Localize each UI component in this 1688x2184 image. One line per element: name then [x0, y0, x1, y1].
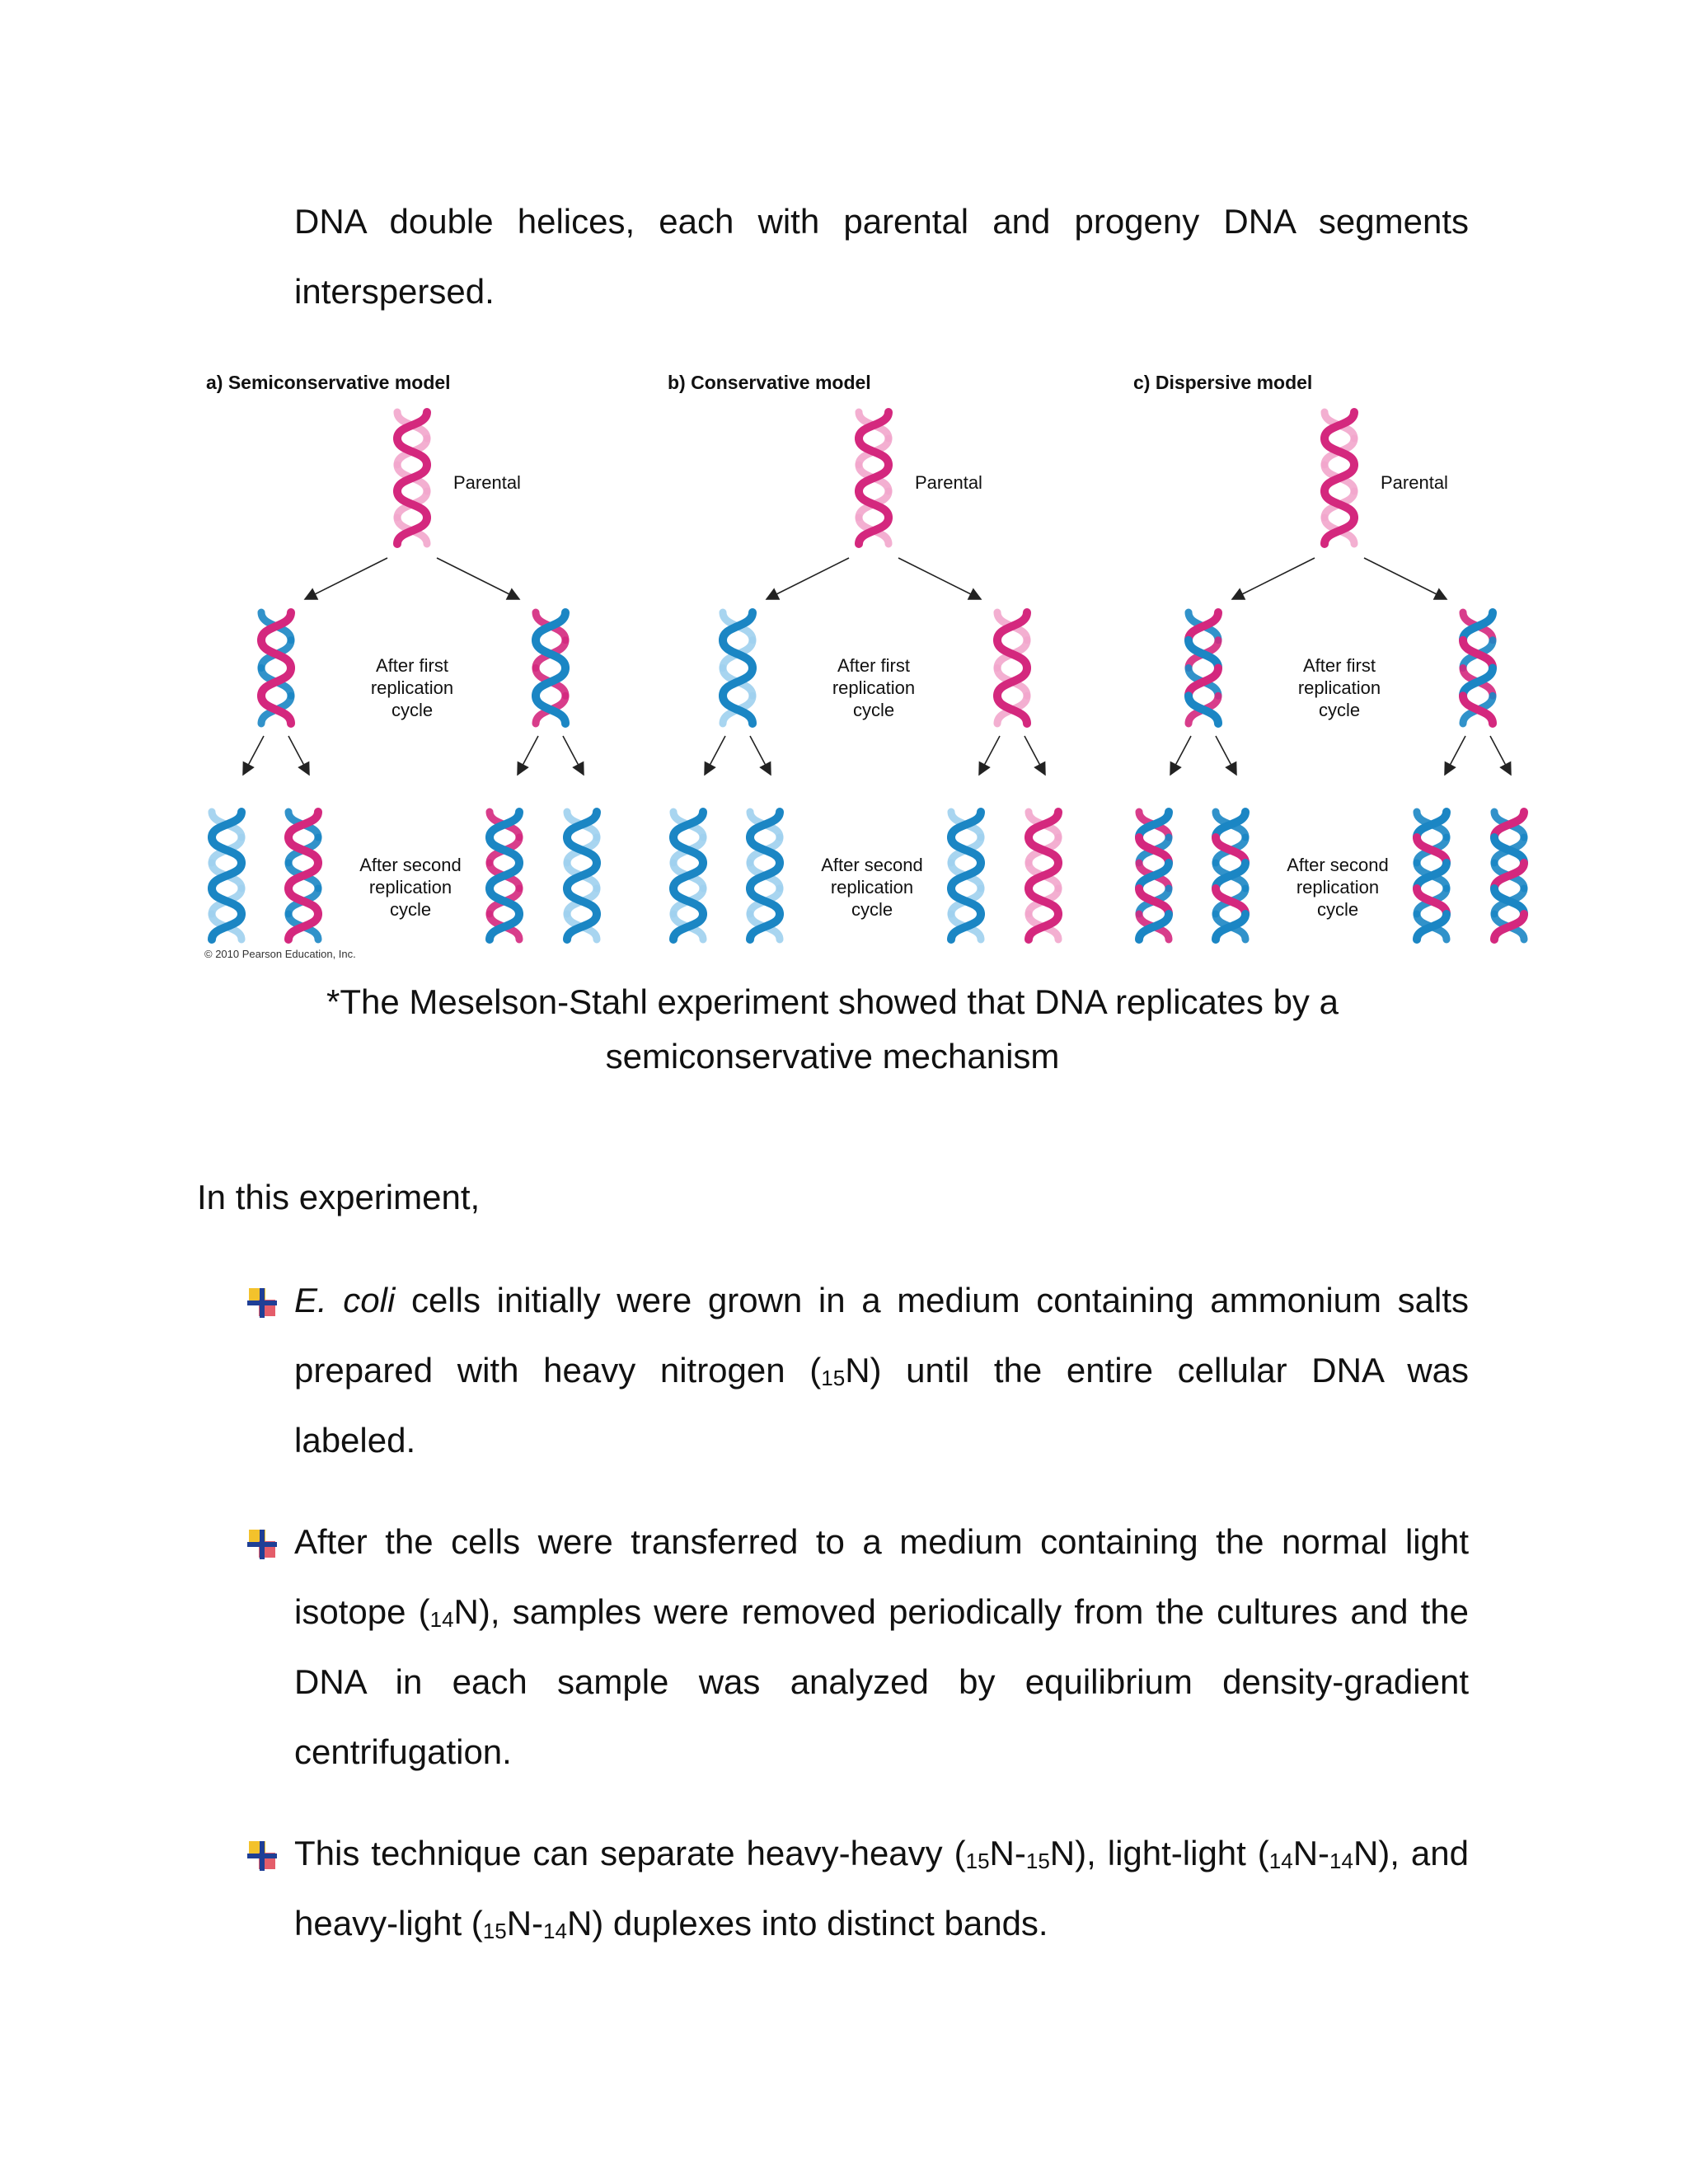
bullet-2-line-1: After the cells were transferred to a medium containing the normal light [294, 1522, 1469, 1561]
arrow [1170, 736, 1191, 775]
second-cycle-label: After second [359, 855, 462, 875]
arrow [1025, 736, 1045, 775]
arrow [1216, 736, 1236, 775]
model-panel-1 [206, 372, 597, 940]
first-gen-helix [1463, 612, 1493, 724]
second-cycle-label: After second [1287, 855, 1389, 875]
second-gen-helix [1139, 812, 1169, 940]
first-cycle-label: cycle [1318, 700, 1361, 720]
first-cycle-label: After first [1302, 655, 1376, 676]
first-gen-helix [997, 612, 1027, 724]
first-cycle-label: After first [375, 655, 449, 676]
panel-title: a) Semiconservative model [206, 372, 451, 393]
first-cycle-label: cycle [852, 700, 895, 720]
b3-n-dash: N- [506, 1904, 544, 1943]
bullet-plus-icon [246, 1840, 279, 1872]
bullet-plus-icon [246, 1286, 279, 1319]
isotope-subscript: 14 [429, 1607, 454, 1632]
second-gen-helix [490, 812, 519, 940]
replication-models-figure [198, 363, 1550, 972]
arrow [705, 736, 725, 775]
second-gen-helix [1494, 812, 1524, 940]
first-cycle-label: cycle [391, 700, 434, 720]
first-gen-helix [261, 612, 291, 724]
isotope-subscript: 15 [821, 1366, 846, 1390]
first-gen-helix [1189, 612, 1218, 724]
arrow [518, 736, 538, 775]
figure-caption [165, 975, 1500, 1084]
parental-helix [859, 412, 889, 544]
b3-text-d: heavy-light ( [294, 1904, 483, 1943]
first-gen-helix [723, 612, 753, 724]
arrow [288, 736, 309, 775]
first-cycle-label: After first [837, 655, 911, 676]
bullet-1-line-1 [294, 1265, 1469, 1335]
b3-n-dash: N- [989, 1834, 1026, 1872]
bullet-1-line-2 [294, 1335, 1469, 1405]
bullet-3-line-2 [294, 1888, 1469, 1958]
second-cycle-label: After second [821, 855, 923, 875]
arrow [1445, 736, 1465, 775]
panel-title: c) Dispersive model [1133, 372, 1313, 393]
intro-line-1: DNA double helices, each with parental and progeny DNA segments [294, 202, 1469, 241]
second-gen-helix [750, 812, 780, 940]
arrow [563, 736, 584, 775]
bullet-2-line-3: DNA in each sample was analyzed by equilibrium density-gradient [294, 1662, 1469, 1701]
intro-line-2: interspersed. [294, 272, 495, 311]
arrow [1490, 736, 1511, 775]
bullet-3-line-1 [294, 1818, 1469, 1888]
bullet-2-line-4: centrifugation. [294, 1732, 512, 1771]
model-panel-3 [1133, 372, 1524, 940]
second-cycle-label: replication [1296, 877, 1380, 898]
figure-panels [206, 372, 1524, 940]
arrow [898, 558, 981, 599]
second-gen-helix [1417, 812, 1447, 940]
b3-n-dash: N- [1292, 1834, 1330, 1872]
second-cycle-label: cycle [389, 899, 432, 920]
arrow [1364, 558, 1447, 599]
second-cycle-label: cycle [1316, 899, 1359, 920]
lead-sentence: In this experiment, [197, 1178, 481, 1216]
bullet-2-line-2-a: isotope ( [294, 1592, 430, 1631]
parental-label: Parental [1381, 472, 1448, 493]
bullet-1-line-3: labeled. [294, 1421, 416, 1460]
parental-label: Parental [453, 472, 521, 493]
bullet-1-line-2-b: N) until the entire cellular DNA was [845, 1351, 1470, 1390]
first-cycle-label: replication [832, 677, 916, 698]
b3-text-a: This technique can separate heavy-heavy ( [294, 1834, 966, 1872]
species-name: E. coli [294, 1281, 396, 1319]
arrow [305, 558, 387, 599]
b3-text-c: N), and [1353, 1834, 1469, 1872]
second-cycle-label: replication [368, 877, 452, 898]
isotope-subscript: 15 [965, 1849, 990, 1873]
arrow [243, 736, 264, 775]
panel-title: b) Conservative model [668, 372, 871, 393]
bullet-2-line-2 [294, 1577, 1469, 1647]
second-gen-helix [1216, 812, 1245, 940]
bullet-plus-icon [246, 1528, 279, 1561]
parental-helix [397, 412, 427, 544]
second-gen-helix [288, 812, 318, 940]
bullet-1-line-2-a: prepared with heavy nitrogen ( [294, 1351, 822, 1390]
second-gen-helix [212, 812, 241, 940]
second-cycle-label: replication [830, 877, 914, 898]
arrow [750, 736, 771, 775]
arrow [979, 736, 1000, 775]
second-gen-helix [567, 812, 597, 940]
second-gen-helix [951, 812, 981, 940]
caption-line-1: *The Meselson-Stahl experiment showed that DNA replicates by a [326, 982, 1339, 1021]
bullet-1-line-1-text: cells initially were grown in a medium containing ammonium salts [395, 1281, 1469, 1319]
parental-helix [1325, 412, 1354, 544]
isotope-subscript: 15 [1025, 1849, 1050, 1873]
isotope-subscript: 14 [1329, 1849, 1353, 1873]
arrow [437, 558, 519, 599]
figure-copyright: © 2010 Pearson Education, Inc. [204, 948, 356, 960]
b3-text-b: N), light-light ( [1049, 1834, 1269, 1872]
isotope-subscript: 15 [482, 1919, 507, 1943]
model-panel-2 [668, 372, 1058, 940]
first-cycle-label: replication [1297, 677, 1381, 698]
caption-line-2: semiconservative mechanism [605, 1037, 1060, 1076]
arrow [767, 558, 849, 599]
second-cycle-label: cycle [851, 899, 893, 920]
second-gen-helix [1029, 812, 1058, 940]
intro-paragraph [294, 186, 1469, 326]
parental-label: Parental [915, 472, 982, 493]
b3-text-e: N) duplexes into distinct bands. [566, 1904, 1048, 1943]
bullet-2-line-2-b: N), samples were removed periodically from the cultures and the [453, 1592, 1469, 1631]
isotope-subscript: 14 [543, 1919, 567, 1943]
second-gen-helix [673, 812, 703, 940]
arrow [1232, 558, 1315, 599]
isotope-subscript: 14 [1268, 1849, 1293, 1873]
first-gen-helix [536, 612, 565, 724]
first-cycle-label: replication [370, 677, 454, 698]
